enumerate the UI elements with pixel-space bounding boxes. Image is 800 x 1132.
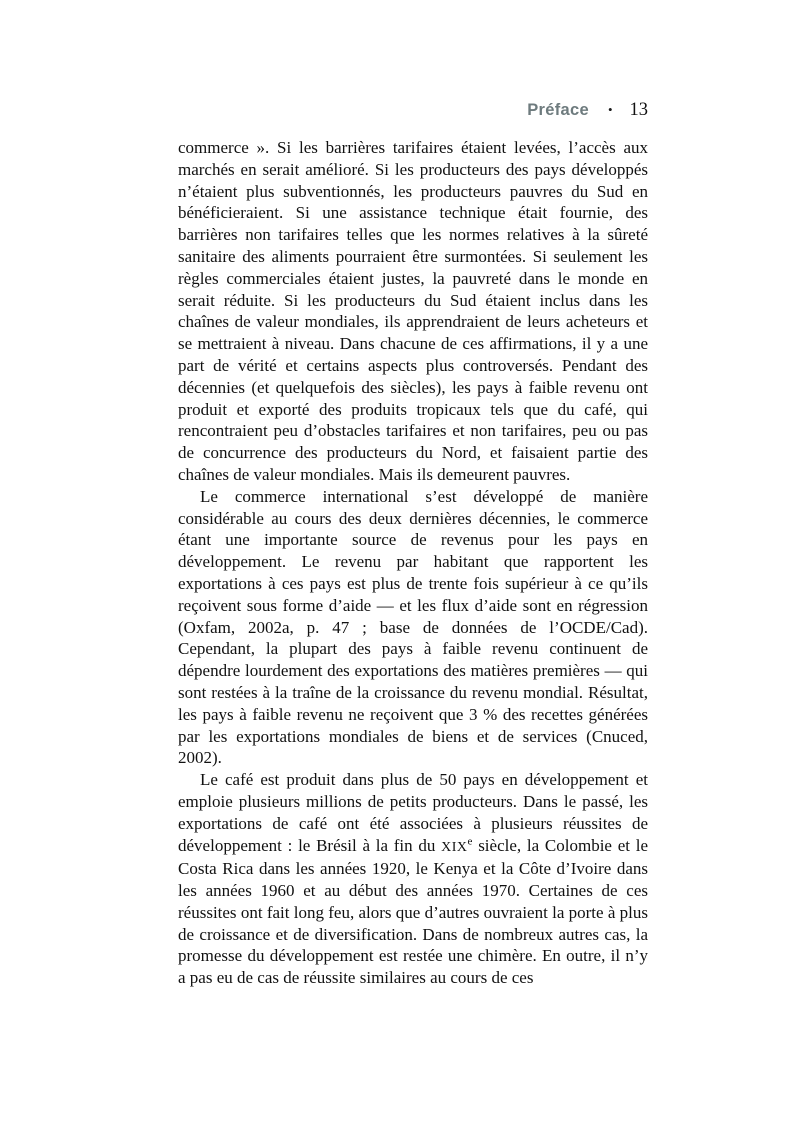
header-separator-dot: • [607, 102, 613, 117]
page-number: 13 [629, 100, 648, 120]
paragraph-3 [178, 769, 648, 989]
paragraph-3-text-after-roman: siècle, la Colombie et le Costa Rica dans les années 1920, le Kenya et la Côte d’Ivoire dans les années 1960 et au début des années 1970. Certaines de ces réussites ont fait long feu, alors que d’autres ouvraient la porte à plus de croissance et de diversification. Dans de nombreux autres cas, la promesse du développement est restée une chimère. En outre, il n’y a pas eu de cas de réussite similaires au cours de ces [178, 835, 648, 988]
page-body-text [178, 137, 648, 989]
running-head [527, 100, 648, 121]
paragraph-2: Le commerce international s’est développé de manière considérable au cours des deux dernières décennies, le commerce étant une importante source de revenus pour les pays en développement. Le revenu par habitant que rapportent les exportations à ces pays est plus de trente fois supérieur à ce qu’ils reçoivent sous forme d’aide — et les flux d’aide sont en régression (Oxfam, 2002a, p. 47 ; base de données de l’OCDE/Cad). Cependant, la plupart des pays à faible revenu continuent de dépendre lourdement des exportations des matières premières — qui sont restées à la traîne de la croissance du revenu mondial. Résultat, les pays à faible revenu ne reçoivent que 3 % des recettes générées par les exportations mondiales de biens et de services (Cnuced, 2002). [178, 486, 648, 768]
running-head-title: Préface [527, 101, 589, 119]
paragraph-3-text-before-roman: Le café est produit dans plus de 50 pays en développement et emploie plusieurs millions de petits producteurs. Dans le passé, les exportations de café ont été associées à plusieurs réussites de développement : le Brésil à la fin du [178, 770, 648, 855]
superscript-e: e [467, 834, 473, 847]
paragraph-1: commerce ». Si les barrières tarifaires étaient levées, l’accès aux marchés en serait amélioré. Si les producteurs des pays développés n’étaient plus subventionnés, les producteurs pauvres du Sud en bénéficieraient. Si une assistance technique était fournie, des barrières non tarifaires telles que les normes relatives à la sûreté sanitaire des aliments pourraient être surmontées. Si seulement les règles commerciales étaient justes, la pauvreté dans le monde en serait réduite. Si les producteurs du Sud étaient inclus dans les chaînes de valeur mondiales, ils apprendraient de leurs acheteurs et se mettraient à niveau. Dans chacune de ces affirmations, il y a une part de vérité et certains aspects plus controversés. Pendant des décennies (et quelquefois des siècles), les pays à faible revenu ont produit et exporté des produits tropicaux tels que du café, qui rencontraient peu d’obstacles tarifaires et non tarifaires, peu ou pas de concurrence des producteurs du Nord, et faisaient partie des chaînes de valeur mondiales. Mais ils demeurent pauvres. [178, 138, 648, 484]
roman-numeral-xix: XIX [441, 839, 468, 855]
